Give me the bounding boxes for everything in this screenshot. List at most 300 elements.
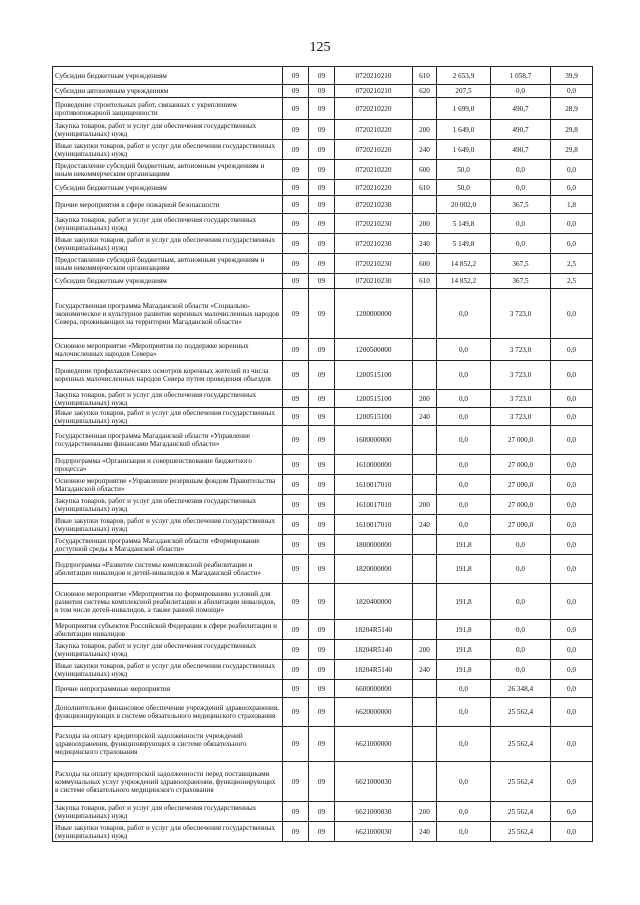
table-row	[53, 408, 593, 426]
cell-percent: 0,0	[551, 762, 593, 802]
cell-percent: 2,5	[551, 254, 593, 274]
cell-subsection: 09	[309, 555, 335, 584]
table-row	[53, 85, 593, 98]
cell-percent: 0,0	[551, 455, 593, 475]
cell-subsection: 09	[309, 234, 335, 254]
cell-amount-plan: 50,0	[437, 180, 491, 196]
cell-amount-plan: 0,0	[437, 495, 491, 515]
table-row	[53, 339, 593, 361]
cell-name: Иные закупки товаров, работ и услуг для обеспечения государственных (муниципальных) нужд	[53, 822, 283, 842]
cell-amount-plan: 0,0	[437, 475, 491, 495]
cell-expense-type: 200	[413, 120, 437, 140]
cell-section: 09	[283, 680, 309, 698]
cell-target-article: 0720210220	[335, 120, 413, 140]
cell-percent: 0,0	[551, 339, 593, 361]
cell-amount-actual: 367,5	[491, 274, 551, 289]
cell-name: Предоставление субсидий бюджетным, автономным учреждениям и иным некоммерческим организациям	[53, 254, 283, 274]
cell-name: Закупка товаров, работ и услуг для обеспечения государственных (муниципальных) нужд	[53, 802, 283, 822]
cell-amount-actual: 0,0	[491, 640, 551, 660]
table-row	[53, 584, 593, 620]
cell-target-article: 0720210230	[335, 196, 413, 214]
cell-percent: 0,0	[551, 727, 593, 762]
cell-target-article: 1200515100	[335, 390, 413, 408]
cell-name: Закупка товаров, работ и услуг для обеспечения государственных (муниципальных) нужд	[53, 495, 283, 515]
cell-subsection: 09	[309, 727, 335, 762]
cell-percent: 0,0	[551, 214, 593, 234]
cell-expense-type	[413, 196, 437, 214]
cell-name: Проведение строительных работ, связанных с укреплением противопожарной защищенности	[53, 98, 283, 120]
cell-section: 09	[283, 802, 309, 822]
cell-target-article: 0720210220	[335, 180, 413, 196]
cell-amount-plan: 1 649,0	[437, 120, 491, 140]
cell-expense-type	[413, 475, 437, 495]
cell-section: 09	[283, 85, 309, 98]
cell-name: Иные закупки товаров, работ и услуг для обеспечения государственных (муниципальных) нужд	[53, 140, 283, 160]
cell-amount-plan: 0,0	[437, 408, 491, 426]
cell-subsection: 09	[309, 160, 335, 180]
cell-expense-type: 200	[413, 640, 437, 660]
cell-amount-plan: 191,8	[437, 620, 491, 640]
cell-amount-actual: 1 058,7	[491, 67, 551, 85]
cell-percent: 0,0	[551, 180, 593, 196]
cell-amount-actual: 25 562,4	[491, 762, 551, 802]
cell-amount-actual: 27 000,0	[491, 475, 551, 495]
cell-amount-plan: 0,0	[437, 390, 491, 408]
table-row	[53, 535, 593, 555]
cell-amount-plan: 0,0	[437, 680, 491, 698]
cell-target-article: 1610017010	[335, 495, 413, 515]
cell-amount-actual: 3 723,0	[491, 339, 551, 361]
cell-expense-type	[413, 698, 437, 727]
cell-target-article: 0720210220	[335, 160, 413, 180]
cell-subsection: 09	[309, 698, 335, 727]
cell-target-article: 6621000000	[335, 727, 413, 762]
cell-percent: 0,0	[551, 802, 593, 822]
cell-section: 09	[283, 361, 309, 390]
cell-section: 09	[283, 822, 309, 842]
cell-percent: 0,0	[551, 660, 593, 680]
cell-name: Иные закупки товаров, работ и услуг для обеспечения государственных (муниципальных) нужд	[53, 515, 283, 535]
cell-name: Закупка товаров, работ и услуг для обеспечения государственных (муниципальных) нужд	[53, 640, 283, 660]
cell-section: 09	[283, 640, 309, 660]
cell-target-article: 1200000000	[335, 289, 413, 339]
cell-section: 09	[283, 555, 309, 584]
table-row	[53, 196, 593, 214]
cell-expense-type	[413, 620, 437, 640]
cell-expense-type	[413, 455, 437, 475]
cell-expense-type	[413, 361, 437, 390]
cell-amount-plan: 0,0	[437, 727, 491, 762]
cell-section: 09	[283, 426, 309, 455]
table-row	[53, 426, 593, 455]
cell-percent: 0,0	[551, 475, 593, 495]
table-row	[53, 495, 593, 515]
budget-table-body	[53, 67, 593, 842]
cell-amount-plan: 0,0	[437, 698, 491, 727]
cell-percent: 28,9	[551, 98, 593, 120]
table-row	[53, 390, 593, 408]
cell-amount-plan: 0,0	[437, 822, 491, 842]
table-row	[53, 120, 593, 140]
cell-target-article: 0720210230	[335, 274, 413, 289]
cell-expense-type: 600	[413, 254, 437, 274]
cell-subsection: 09	[309, 455, 335, 475]
cell-subsection: 09	[309, 495, 335, 515]
cell-subsection: 09	[309, 475, 335, 495]
cell-amount-actual: 27 000,0	[491, 515, 551, 535]
cell-subsection: 09	[309, 98, 335, 120]
budget-table	[52, 66, 593, 842]
cell-target-article: 1610000000	[335, 455, 413, 475]
cell-expense-type: 620	[413, 85, 437, 98]
cell-section: 09	[283, 120, 309, 140]
table-row	[53, 660, 593, 680]
cell-target-article: 1820400000	[335, 584, 413, 620]
cell-name: Субсидии бюджетным учреждениям	[53, 180, 283, 196]
cell-target-article: 1200515100	[335, 408, 413, 426]
cell-percent: 0,0	[551, 555, 593, 584]
cell-target-article: 1800000000	[335, 535, 413, 555]
cell-expense-type: 240	[413, 515, 437, 535]
table-row	[53, 555, 593, 584]
cell-subsection: 09	[309, 640, 335, 660]
cell-amount-actual: 27 000,0	[491, 426, 551, 455]
cell-section: 09	[283, 620, 309, 640]
cell-target-article: 18204R5140	[335, 660, 413, 680]
cell-amount-plan: 191,8	[437, 584, 491, 620]
cell-amount-actual: 0,0	[491, 584, 551, 620]
cell-section: 09	[283, 455, 309, 475]
cell-expense-type: 240	[413, 140, 437, 160]
cell-subsection: 09	[309, 67, 335, 85]
table-row	[53, 160, 593, 180]
table-row	[53, 640, 593, 660]
cell-subsection: 09	[309, 361, 335, 390]
cell-subsection: 09	[309, 254, 335, 274]
cell-name: Основное мероприятие «Мероприятия по поддержке коренных малочисленных народов Севера»	[53, 339, 283, 361]
page-number: 125	[309, 40, 331, 55]
cell-expense-type: 240	[413, 408, 437, 426]
cell-name: Государственная программа Магаданской области «Социально-экономическое и культурное развитие коренных малочисленных народов Севера, проживающих на территории Магаданской области»	[53, 289, 283, 339]
table-row	[53, 455, 593, 475]
cell-expense-type: 610	[413, 67, 437, 85]
cell-expense-type: 610	[413, 274, 437, 289]
cell-section: 09	[283, 289, 309, 339]
cell-expense-type	[413, 289, 437, 339]
cell-name: Закупка товаров, работ и услуг для обеспечения государственных (муниципальных) нужд	[53, 120, 283, 140]
cell-name: Прочие мероприятия в сфере пожарной безопасности	[53, 196, 283, 214]
cell-amount-plan: 2 653,9	[437, 67, 491, 85]
cell-percent: 2,5	[551, 274, 593, 289]
cell-percent: 29,8	[551, 120, 593, 140]
cell-target-article: 0720210230	[335, 254, 413, 274]
cell-target-article: 1200515100	[335, 361, 413, 390]
table-row	[53, 98, 593, 120]
cell-expense-type	[413, 98, 437, 120]
table-row	[53, 515, 593, 535]
cell-amount-actual: 25 562,4	[491, 727, 551, 762]
cell-target-article: 18204R5140	[335, 620, 413, 640]
cell-subsection: 09	[309, 339, 335, 361]
cell-subsection: 09	[309, 762, 335, 802]
cell-name: Основное мероприятие «Управление резервным фондом Правительства Магаданской области»	[53, 475, 283, 495]
cell-amount-actual: 0,0	[491, 85, 551, 98]
cell-target-article: 1610017010	[335, 515, 413, 535]
cell-subsection: 09	[309, 289, 335, 339]
cell-subsection: 09	[309, 680, 335, 698]
cell-section: 09	[283, 408, 309, 426]
cell-target-article: 1820000000	[335, 555, 413, 584]
cell-name: Расходы на оплату кредиторской задолженности перед поставщиками коммунальных услуг учреждений здравоохранения, функционирующих в системе обязательного медицинского страхования	[53, 762, 283, 802]
table-row	[53, 762, 593, 802]
cell-percent: 0,0	[551, 680, 593, 698]
table-row	[53, 67, 593, 85]
cell-amount-plan: 20 002,0	[437, 196, 491, 214]
table-row	[53, 274, 593, 289]
table-row	[53, 620, 593, 640]
cell-percent: 39,9	[551, 67, 593, 85]
cell-percent: 0,0	[551, 234, 593, 254]
cell-percent: 0,0	[551, 495, 593, 515]
cell-target-article: 0720210230	[335, 214, 413, 234]
cell-section: 09	[283, 475, 309, 495]
table-row	[53, 214, 593, 234]
cell-subsection: 09	[309, 535, 335, 555]
cell-section: 09	[283, 214, 309, 234]
cell-expense-type	[413, 584, 437, 620]
cell-amount-actual: 27 000,0	[491, 495, 551, 515]
cell-amount-actual: 25 562,4	[491, 822, 551, 842]
cell-amount-plan: 0,0	[437, 455, 491, 475]
cell-amount-actual: 3 723,0	[491, 408, 551, 426]
cell-name: Расходы на оплату кредиторской задолженности учреждений здравоохранения, функционирующих в системе обязательного медицинского страхования	[53, 727, 283, 762]
cell-subsection: 09	[309, 584, 335, 620]
cell-percent: 29,8	[551, 140, 593, 160]
cell-amount-plan: 14 852,2	[437, 274, 491, 289]
cell-section: 09	[283, 762, 309, 802]
cell-target-article: 6620000000	[335, 698, 413, 727]
cell-amount-plan: 0,0	[437, 361, 491, 390]
cell-expense-type: 200	[413, 214, 437, 234]
cell-target-article: 1200500000	[335, 339, 413, 361]
cell-expense-type	[413, 555, 437, 584]
cell-target-article: 6621000030	[335, 762, 413, 802]
cell-amount-actual: 0,0	[491, 660, 551, 680]
cell-percent: 0,0	[551, 390, 593, 408]
cell-percent: 0,0	[551, 698, 593, 727]
cell-name: Прочие непрограммные мероприятия	[53, 680, 283, 698]
cell-section: 09	[283, 254, 309, 274]
cell-target-article: 6600000000	[335, 680, 413, 698]
cell-subsection: 09	[309, 120, 335, 140]
cell-amount-plan: 191,8	[437, 535, 491, 555]
cell-percent: 0,0	[551, 160, 593, 180]
table-row	[53, 234, 593, 254]
table-row	[53, 180, 593, 196]
cell-amount-actual: 0,0	[491, 555, 551, 584]
cell-section: 09	[283, 495, 309, 515]
cell-amount-plan: 50,0	[437, 160, 491, 180]
cell-section: 09	[283, 196, 309, 214]
cell-expense-type	[413, 535, 437, 555]
cell-target-article: 0720210230	[335, 234, 413, 254]
cell-expense-type: 200	[413, 802, 437, 822]
cell-amount-plan: 191,8	[437, 640, 491, 660]
cell-percent: 0,0	[551, 408, 593, 426]
cell-subsection: 09	[309, 426, 335, 455]
cell-name: Основное мероприятие «Мероприятия по формированию условий для развития системы комплексной реабилитации и абилитации инвалидов, в том числе детей-инвалидов, а также ранней помощи»	[53, 584, 283, 620]
cell-amount-actual: 25 562,4	[491, 802, 551, 822]
cell-percent: 0,0	[551, 620, 593, 640]
cell-name: Субсидии бюджетным учреждениям	[53, 67, 283, 85]
cell-section: 09	[283, 660, 309, 680]
cell-amount-plan: 191,8	[437, 660, 491, 680]
cell-name: Субсидии бюджетным учреждениям	[53, 274, 283, 289]
cell-section: 09	[283, 584, 309, 620]
cell-name: Государственная программа Магаданской области «Формирование доступной среды в Магаданской области»	[53, 535, 283, 555]
table-row	[53, 680, 593, 698]
cell-amount-plan: 191,8	[437, 555, 491, 584]
cell-subsection: 09	[309, 180, 335, 196]
cell-name: Закупка товаров, работ и услуг для обеспечения государственных (муниципальных) нужд	[53, 390, 283, 408]
cell-amount-actual: 490,7	[491, 120, 551, 140]
cell-section: 09	[283, 390, 309, 408]
cell-subsection: 09	[309, 85, 335, 98]
cell-subsection: 09	[309, 408, 335, 426]
table-row	[53, 254, 593, 274]
cell-subsection: 09	[309, 140, 335, 160]
cell-name: Подпрограмма «Организация и совершенствование бюджетного процесса»	[53, 455, 283, 475]
cell-subsection: 09	[309, 620, 335, 640]
cell-amount-plan: 1 699,0	[437, 98, 491, 120]
cell-name: Мероприятия субъектов Российской Федерации в сфере реабилитации и абилитации инвалидов	[53, 620, 283, 640]
cell-section: 09	[283, 698, 309, 727]
cell-percent: 1,8	[551, 196, 593, 214]
cell-subsection: 09	[309, 390, 335, 408]
cell-subsection: 09	[309, 822, 335, 842]
cell-amount-plan: 0,0	[437, 802, 491, 822]
cell-section: 09	[283, 180, 309, 196]
cell-amount-plan: 0,0	[437, 426, 491, 455]
cell-section: 09	[283, 535, 309, 555]
cell-amount-plan: 0,0	[437, 289, 491, 339]
cell-name: Субсидии автономным учреждениям	[53, 85, 283, 98]
cell-amount-actual: 0,0	[491, 160, 551, 180]
cell-expense-type	[413, 426, 437, 455]
cell-target-article: 6621000030	[335, 802, 413, 822]
cell-target-article: 0720210220	[335, 140, 413, 160]
cell-subsection: 09	[309, 660, 335, 680]
cell-expense-type: 610	[413, 180, 437, 196]
cell-amount-actual: 3 723,0	[491, 361, 551, 390]
cell-name: Закупка товаров, работ и услуг для обеспечения государственных (муниципальных) нужд	[53, 214, 283, 234]
table-row	[53, 289, 593, 339]
cell-amount-plan: 1 649,0	[437, 140, 491, 160]
cell-amount-actual: 3 723,0	[491, 289, 551, 339]
cell-name: Предоставление субсидий бюджетным, автономным учреждениям и иным некоммерческим организациям	[53, 160, 283, 180]
cell-section: 09	[283, 234, 309, 254]
cell-target-article: 0720210210	[335, 67, 413, 85]
cell-amount-plan: 5 149,8	[437, 234, 491, 254]
cell-amount-plan: 0,0	[437, 515, 491, 535]
cell-expense-type: 240	[413, 822, 437, 842]
cell-percent: 0,0	[551, 289, 593, 339]
cell-subsection: 09	[309, 196, 335, 214]
table-row	[53, 822, 593, 842]
cell-amount-actual: 0,0	[491, 214, 551, 234]
cell-amount-plan: 14 852,2	[437, 254, 491, 274]
cell-section: 09	[283, 140, 309, 160]
cell-expense-type	[413, 727, 437, 762]
cell-name: Проведение профилактических осмотров коренных жителей из числа коренных малочисленных народов Севера путем проведения объездов	[53, 361, 283, 390]
cell-target-article: 18204R5140	[335, 640, 413, 660]
cell-percent: 0,0	[551, 822, 593, 842]
cell-amount-actual: 490,7	[491, 140, 551, 160]
cell-amount-actual: 367,5	[491, 254, 551, 274]
cell-percent: 0,0	[551, 361, 593, 390]
cell-amount-actual: 25 562,4	[491, 698, 551, 727]
cell-expense-type	[413, 762, 437, 802]
cell-percent: 0,0	[551, 426, 593, 455]
cell-section: 09	[283, 160, 309, 180]
cell-subsection: 09	[309, 214, 335, 234]
cell-expense-type: 200	[413, 390, 437, 408]
cell-name: Иные закупки товаров, работ и услуг для обеспечения государственных (муниципальных) нужд	[53, 408, 283, 426]
cell-name: Подпрограмма «Развитие системы комплексной реабилитации и абилитации инвалидов и детей-инвалидов в Магаданской области»	[53, 555, 283, 584]
table-row	[53, 802, 593, 822]
cell-expense-type: 600	[413, 160, 437, 180]
table-row	[53, 140, 593, 160]
cell-amount-plan: 0,0	[437, 339, 491, 361]
cell-section: 09	[283, 339, 309, 361]
cell-section: 09	[283, 515, 309, 535]
cell-name: Иные закупки товаров, работ и услуг для обеспечения государственных (муниципальных) нужд	[53, 660, 283, 680]
cell-target-article: 6621000030	[335, 822, 413, 842]
cell-amount-actual: 0,0	[491, 234, 551, 254]
cell-percent: 0,0	[551, 640, 593, 660]
cell-target-article: 0720210210	[335, 85, 413, 98]
cell-percent: 0,0	[551, 535, 593, 555]
cell-amount-plan: 207,5	[437, 85, 491, 98]
cell-expense-type: 200	[413, 495, 437, 515]
cell-amount-actual: 0,0	[491, 620, 551, 640]
cell-amount-plan: 5 149,8	[437, 214, 491, 234]
cell-amount-actual: 367,5	[491, 196, 551, 214]
cell-name: Иные закупки товаров, работ и услуг для обеспечения государственных (муниципальных) нужд	[53, 234, 283, 254]
cell-percent: 0,0	[551, 515, 593, 535]
cell-amount-actual: 3 723,0	[491, 390, 551, 408]
cell-amount-plan: 0,0	[437, 762, 491, 802]
cell-expense-type: 240	[413, 234, 437, 254]
table-row	[53, 475, 593, 495]
cell-expense-type	[413, 339, 437, 361]
cell-expense-type: 240	[413, 660, 437, 680]
cell-section: 09	[283, 67, 309, 85]
cell-subsection: 09	[309, 802, 335, 822]
cell-percent: 0,0	[551, 584, 593, 620]
table-row	[53, 727, 593, 762]
cell-target-article: 1600000000	[335, 426, 413, 455]
cell-section: 09	[283, 274, 309, 289]
cell-amount-actual: 27 000,0	[491, 455, 551, 475]
cell-target-article: 0720210220	[335, 98, 413, 120]
cell-subsection: 09	[309, 274, 335, 289]
cell-expense-type	[413, 680, 437, 698]
cell-name: Государственная программа Магаданской области «Управление государственными финансами Магаданской области»	[53, 426, 283, 455]
cell-name: Дополнительное финансовое обеспечение учреждений здравоохранения, функционирующих в системе обязательного медицинского страхования	[53, 698, 283, 727]
cell-section: 09	[283, 727, 309, 762]
cell-amount-actual: 26 348,4	[491, 680, 551, 698]
